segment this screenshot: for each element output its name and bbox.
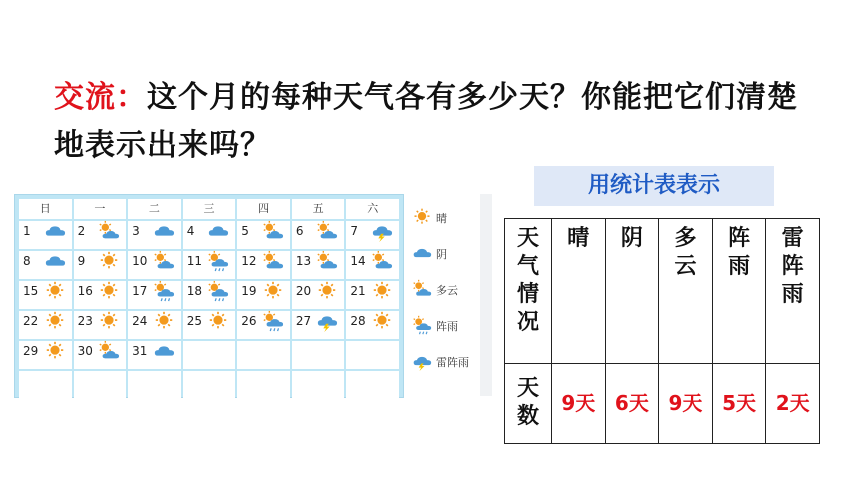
calendar-day — [292, 311, 345, 339]
prompt — [54, 74, 814, 170]
partly-icon — [412, 279, 432, 302]
calendar-empty-cell — [183, 371, 236, 399]
calendar-day — [74, 311, 127, 339]
calendar-day — [346, 251, 399, 279]
calendar-day — [346, 281, 399, 309]
day-number: 23 — [77, 314, 93, 328]
day-number: 1 — [23, 224, 31, 238]
storm-icon — [316, 310, 338, 336]
day-number: 27 — [295, 314, 312, 328]
calendar-day — [74, 221, 127, 249]
shower-icon — [412, 315, 432, 338]
weekday-header: 二 — [128, 199, 181, 219]
calendar-day — [128, 251, 181, 279]
sunny-icon — [371, 310, 393, 336]
partly-icon — [316, 250, 338, 276]
day-number: 8 — [23, 254, 31, 268]
weather-category-cell: 阴 — [605, 219, 659, 364]
sunny-icon — [44, 340, 66, 366]
calendar-empty-cell — [292, 341, 345, 369]
day-count-cell: 5天 — [712, 363, 766, 443]
category-row — [505, 219, 820, 364]
calendar-day — [128, 311, 181, 339]
day-number: 20 — [295, 284, 312, 298]
calendar-day — [19, 221, 72, 249]
cloudy-icon — [153, 220, 175, 246]
legend-label: 晴 — [436, 212, 447, 225]
sunny-icon — [98, 280, 120, 306]
calendar-day — [74, 281, 127, 309]
cloudy-icon — [44, 250, 66, 276]
calendar-day — [346, 221, 399, 249]
day-number: 28 — [350, 314, 366, 328]
sunny-icon — [153, 310, 175, 336]
partly-icon — [262, 250, 284, 276]
calendar-day — [74, 251, 127, 279]
count-row — [505, 363, 820, 443]
cloudy-icon — [44, 220, 66, 246]
sunny-icon — [44, 310, 66, 336]
day-number: 11 — [186, 254, 202, 268]
storm-icon — [371, 220, 393, 246]
weather-category-cell: 阵 雨 — [712, 219, 766, 364]
calendar-empty-cell — [346, 341, 399, 369]
day-number: 3 — [132, 224, 140, 238]
shower-icon — [207, 250, 229, 276]
calendar-empty-cell — [237, 341, 290, 369]
legend-item — [412, 200, 476, 236]
partly-icon — [98, 340, 120, 366]
weekday-header: 六 — [346, 199, 399, 219]
legend-label: 阴 — [436, 248, 447, 261]
day-number: 19 — [241, 284, 257, 298]
days-header-cell: 天 数 — [505, 363, 552, 443]
calendar-day — [183, 311, 236, 339]
day-count-cell: 6天 — [605, 363, 659, 443]
day-count-cell: 9天 — [659, 363, 713, 443]
partly-icon — [316, 220, 338, 246]
calendar-day — [346, 311, 399, 339]
sunny-icon — [98, 250, 120, 276]
sunny-icon — [98, 310, 120, 336]
day-number: 12 — [241, 254, 257, 268]
weekday-header: 日 — [19, 199, 72, 219]
day-number: 18 — [186, 284, 202, 298]
weekday-header: 四 — [237, 199, 290, 219]
day-number: 24 — [132, 314, 148, 328]
weather-legend — [412, 200, 476, 380]
partly-icon — [262, 220, 284, 246]
legend-label: 阵雨 — [436, 320, 458, 333]
sunny-icon — [262, 280, 284, 306]
weekday-header: 一 — [74, 199, 127, 219]
weather-header-cell: 天 气 情 况 — [505, 219, 552, 364]
calendar-day — [292, 281, 345, 309]
weather-category-cell: 雷 阵 雨 — [766, 219, 820, 364]
partly-icon — [98, 220, 120, 246]
calendar-day — [237, 251, 290, 279]
day-number: 9 — [77, 254, 86, 268]
day-number: 26 — [241, 314, 257, 328]
weather-calendar — [14, 194, 404, 398]
day-number: 25 — [186, 314, 202, 328]
day-number: 16 — [77, 284, 93, 298]
shower-icon — [262, 310, 284, 336]
day-number: 15 — [23, 284, 39, 298]
sunny-icon — [316, 280, 338, 306]
legend-item — [412, 308, 476, 344]
day-count-cell: 9天 — [552, 363, 606, 443]
partly-icon — [371, 250, 393, 276]
calendar-day — [19, 311, 72, 339]
calendar-day — [128, 221, 181, 249]
legend-item — [412, 344, 476, 380]
prompt-lead: 交流： — [54, 80, 147, 115]
day-number: 10 — [132, 254, 148, 268]
day-number: 6 — [295, 224, 304, 238]
day-number: 31 — [132, 344, 148, 358]
calendar-day — [19, 341, 72, 369]
calendar-day — [183, 281, 236, 309]
stats-badge: 用统计表表示 — [534, 166, 774, 206]
legend-label: 雷阵雨 — [436, 356, 469, 369]
weather-category-cell: 晴 — [552, 219, 606, 364]
calendar-day — [128, 341, 181, 369]
calendar-day — [19, 251, 72, 279]
calendar-grid — [19, 199, 399, 399]
sunny-icon — [412, 207, 432, 230]
calendar-day — [183, 251, 236, 279]
day-count-cell: 2天 — [766, 363, 820, 443]
calendar-day — [292, 251, 345, 279]
shower-icon — [153, 280, 175, 306]
calendar-empty-cell — [19, 371, 72, 399]
cloudy-icon — [207, 220, 229, 246]
cloudy-icon — [412, 243, 432, 266]
weekday-header: 五 — [292, 199, 345, 219]
sunny-icon — [371, 280, 393, 306]
sunny-icon — [44, 280, 66, 306]
day-number: 14 — [350, 254, 366, 268]
legend-label: 多云 — [436, 284, 458, 297]
calendar-empty-cell — [128, 371, 181, 399]
calendar-day — [183, 221, 236, 249]
calendar-empty-cell — [237, 371, 290, 399]
calendar-day — [237, 311, 290, 339]
day-number: 30 — [77, 344, 93, 358]
day-number: 7 — [350, 224, 359, 238]
calendar-day — [74, 341, 127, 369]
calendar-day — [292, 221, 345, 249]
day-number: 2 — [77, 224, 86, 238]
sunny-icon — [207, 310, 229, 336]
day-number: 17 — [132, 284, 148, 298]
weekday-header: 三 — [183, 199, 236, 219]
calendar-empty-cell — [74, 371, 127, 399]
cloudy-icon — [153, 340, 175, 366]
day-number: 4 — [186, 224, 195, 238]
storm-icon — [412, 351, 432, 374]
calendar-day — [237, 281, 290, 309]
weather-category-cell: 多 云 — [659, 219, 713, 364]
legend-item — [412, 236, 476, 272]
day-number: 13 — [295, 254, 312, 268]
shower-icon — [207, 280, 229, 306]
day-number: 21 — [350, 284, 366, 298]
prompt-question: 这个月的每种天气各有多少天？你能把它们清楚地表示出来吗？ — [54, 80, 798, 163]
calendar-divider — [480, 194, 492, 396]
calendar-day — [19, 281, 72, 309]
calendar-day — [237, 221, 290, 249]
partly-icon — [153, 250, 175, 276]
weather-stats-table — [504, 218, 820, 444]
day-number: 29 — [23, 344, 39, 358]
calendar-empty-cell — [292, 371, 345, 399]
legend-item — [412, 272, 476, 308]
calendar-day — [128, 281, 181, 309]
day-number: 5 — [241, 224, 249, 238]
calendar-empty-cell — [346, 371, 399, 399]
calendar-empty-cell — [183, 341, 236, 369]
day-number: 22 — [23, 314, 39, 328]
